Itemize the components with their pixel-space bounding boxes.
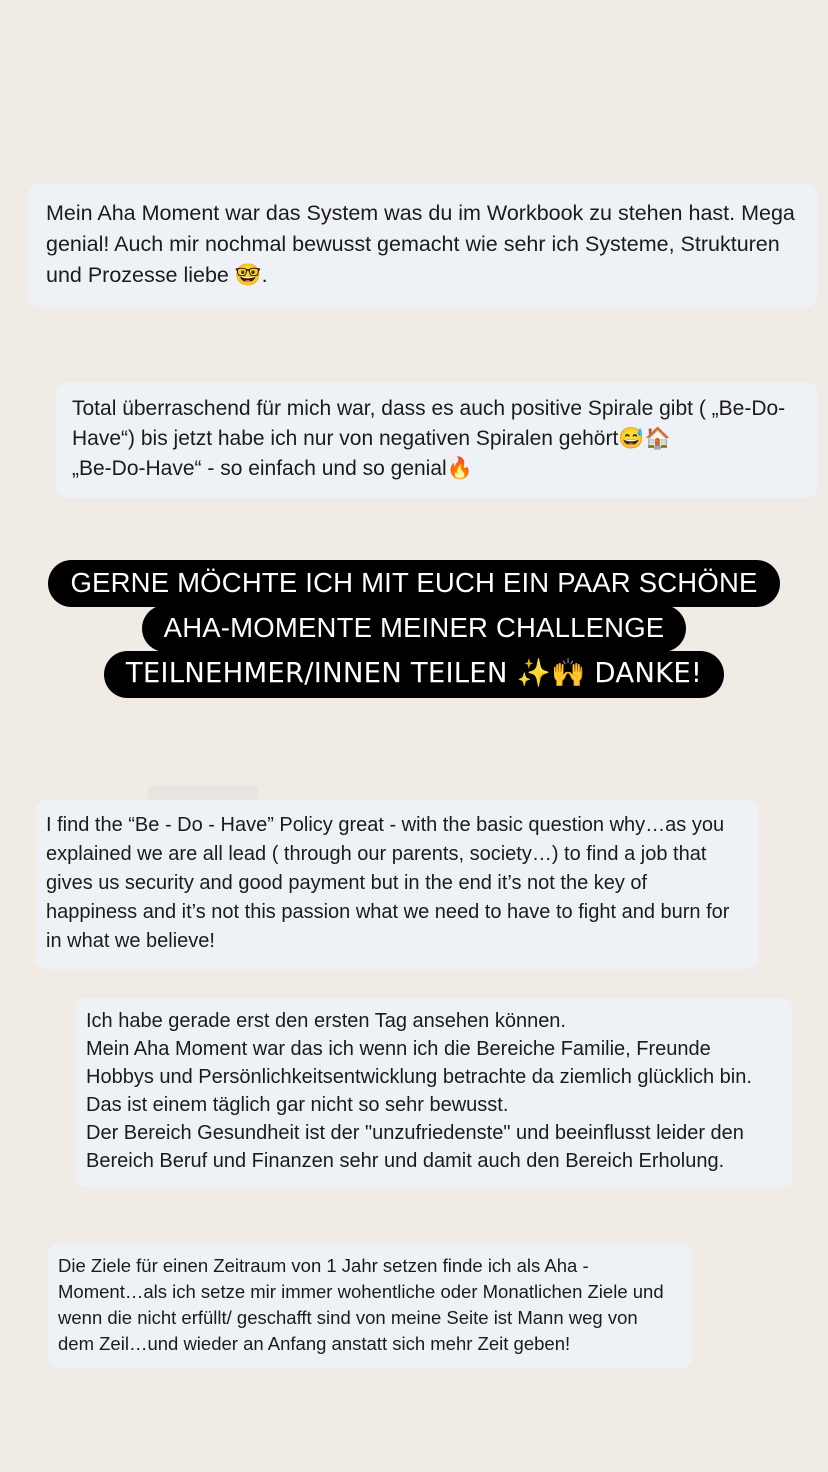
testimonial-3-text: I find the “Be - Do - Have” Policy great - with the basic question why…as you explained we are all lead ( through our parents, society…) to find a job that gives us security and good payment but in the end it’s not the key of happiness and it’s not this passion what we need to have to fight and burn for in what we believe! [46,814,730,952]
testimonial-4-line-3: Der Bereich Gesundheit ist der "unzufriedenste" und beeinflusst leider den Bereich Beruf und Finanzen sehr und damit auch den Bereich Erholung. [86,1122,744,1172]
testimonial-bubble-2 [56,382,818,498]
testimonial-2-line-2: „Be-Do-Have“ - so einfach und so genial🔥 [72,457,473,480]
headline-line-1-wrap [0,560,828,607]
testimonial-1-text: Mein Aha Moment war das System was du im Workbook zu stehen hast. Mega genial! Auch mir nochmal bewusst gemacht wie sehr ich Systeme, Strukturen und Prozesse liebe 🤓. [46,201,795,287]
testimonial-bubble-1 [28,184,818,307]
headline [0,560,828,698]
testimonial-2-line-1: Total überraschend für mich war, dass es auch positive Spirale gibt ( „Be-Do-Have“) bis jetzt habe ich nur von negativen Spiralen gehört😅🏠 [72,397,786,450]
headline-line-2-wrap [0,605,828,652]
testimonial-bubble-5 [48,1244,692,1368]
screenshot-clip-artifact [148,786,258,800]
testimonial-4-line-2: Mein Aha Moment war das ich wenn ich die Bereiche Familie, Freunde Hobbys und Persönlichkeitsentwicklung betrachte da ziemlich glücklich bin. Das ist einem täglich gar nicht so sehr bewusst. [86,1038,752,1116]
headline-line-1: GERNE MÖCHTE ICH MIT EUCH EIN PAAR SCHÖNE [48,560,779,607]
headline-line-2: AHA-MOMENTE MEINER CHALLENGE [142,605,687,652]
testimonial-5-text: Die Ziele für einen Zeitraum von 1 Jahr setzen finde ich als Aha - Moment…als ich setze mir immer wohentliche oder Monatlichen Ziele und wenn die nicht erfüllt/ geschafft sind von meine Seite ist Mann weg von dem Zeil…und wieder an Anfang anstatt sich mehr Zeit geben! [58,1255,664,1354]
testimonial-4-line-1: Ich habe gerade erst den ersten Tag ansehen können. [86,1010,566,1032]
testimonial-bubble-4 [76,998,792,1187]
headline-line-3: TEILNEHMER/INNEN TEILEN ✨🙌 DANKE! [104,651,724,698]
headline-line-3-wrap [0,651,828,698]
testimonial-bubble-3 [36,800,758,969]
